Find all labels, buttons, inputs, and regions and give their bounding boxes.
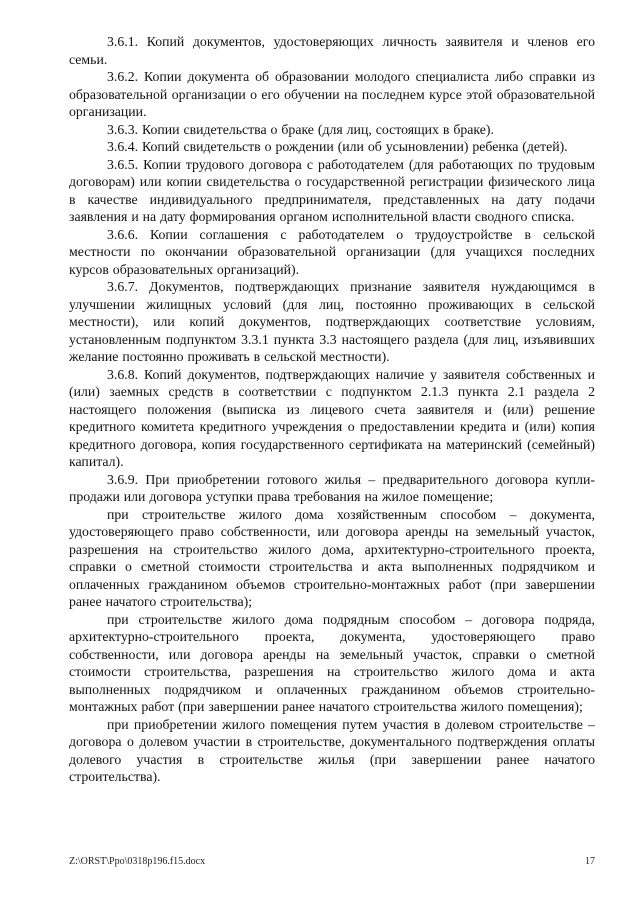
paragraph-3-6-9: 3.6.9. При приобретении готового жилья – предварительного договора купли-продажи или договора уступки права требования на жилое помещение; bbox=[69, 471, 595, 504]
paragraph-3-6-2: 3.6.2. Копии документа об образовании молодого специалиста либо справки из образовательной организации о его обучении на последнем курсе этой образовательной организации. bbox=[69, 69, 595, 119]
paragraph-3-6-3: 3.6.3. Копии свидетельства о браке (для лиц, состоящих в браке). bbox=[107, 121, 494, 137]
paragraph-3-6-7: 3.6.7. Документов, подтверждающих признание заявителя нуждающимся в улучшении жилищных условий (для лиц, постоянно проживающих в сельской местности), или копий документов, подтверждающих соответствие условиям, установленным подпунктом 3.3.1 пункта 3.3 настоящего раздела (для лиц, изъявивших желание постоянно проживать в сельской местности). bbox=[69, 279, 595, 364]
page-number: 17 bbox=[585, 856, 595, 867]
paragraph-3-6-4: 3.6.4. Копий свидетельств о рождении (или об усыновлении) ребенка (детей). bbox=[107, 139, 568, 154]
page-footer bbox=[69, 856, 595, 867]
paragraph-shared-construction: при приобретении жилого помещения путем участия в долевом строительстве – договора о долевом участии в строительстве, документального подтверждения оплаты долевого участия в строительстве жилья (при завершении ранее начатого строительства). bbox=[69, 716, 595, 784]
paragraph-household-construction: при строительстве жилого дома хозяйственным способом – документа, удостоверяющего право собственности, или договора аренды на земельный участок, разрешения на строительство жилого дома, архитектурно-строительного проекта, справки о сметной стоимости строительства и акта выполненных подрядчиком и оплаченных гражданином объемов строительно-монтажных работ (при завершении ранее начатого строительства); bbox=[69, 506, 595, 609]
paragraph-3-6-1: 3.6.1. Копий документов, удостоверяющих личность заявителя и членов его семьи. bbox=[69, 34, 595, 67]
paragraph-3-6-8: 3.6.8. Копий документов, подтверждающих наличие у заявителя собственных и (или) заемных средств в соответствии с подпунктом 2.1.3 пункта 2.1 раздела 2 настоящего положения (выписка из лицевого счета заявителя и (или) решение кредитного комитета кредитного учреждения о предоставлении кредита и (или) копия кредитного договора, копия государственного сертификата на материнский (семейный) капитал). bbox=[69, 366, 595, 469]
document-body bbox=[69, 33, 595, 786]
paragraph-3-6-5: 3.6.5. Копии трудового договора с работодателем (для работающих по трудовым договорам) или копии свидетельства о государственной регистрации физического лица в качестве индивидуального предпринимателя, представленных на дату подачи заявления и на дату формирования органом исполнительной власти сводного списка. bbox=[69, 156, 595, 224]
paragraph-contract-construction: при строительстве жилого дома подрядным способом – договора подряда, архитектурно-строительного проекта, документа, удостоверяющего право собственности, или договора аренды на земельный участок, справки о сметной стоимости строительства, разрешения на строительство жилого дома и акта выполненных подрядчиком и оплаченных гражданином объемов строительно-монтажных работ (при завершении ранее начатого строительства жилого помещения); bbox=[69, 611, 595, 714]
file-path: Z:\ORST\Ppo\0318p196.f15.docx bbox=[69, 856, 206, 867]
paragraph-3-6-6: 3.6.6. Копии соглашения с работодателем о трудоустройстве в сельской местности по окончании образовательной организации (для учащихся последних курсов образовательных организаций). bbox=[69, 226, 595, 277]
